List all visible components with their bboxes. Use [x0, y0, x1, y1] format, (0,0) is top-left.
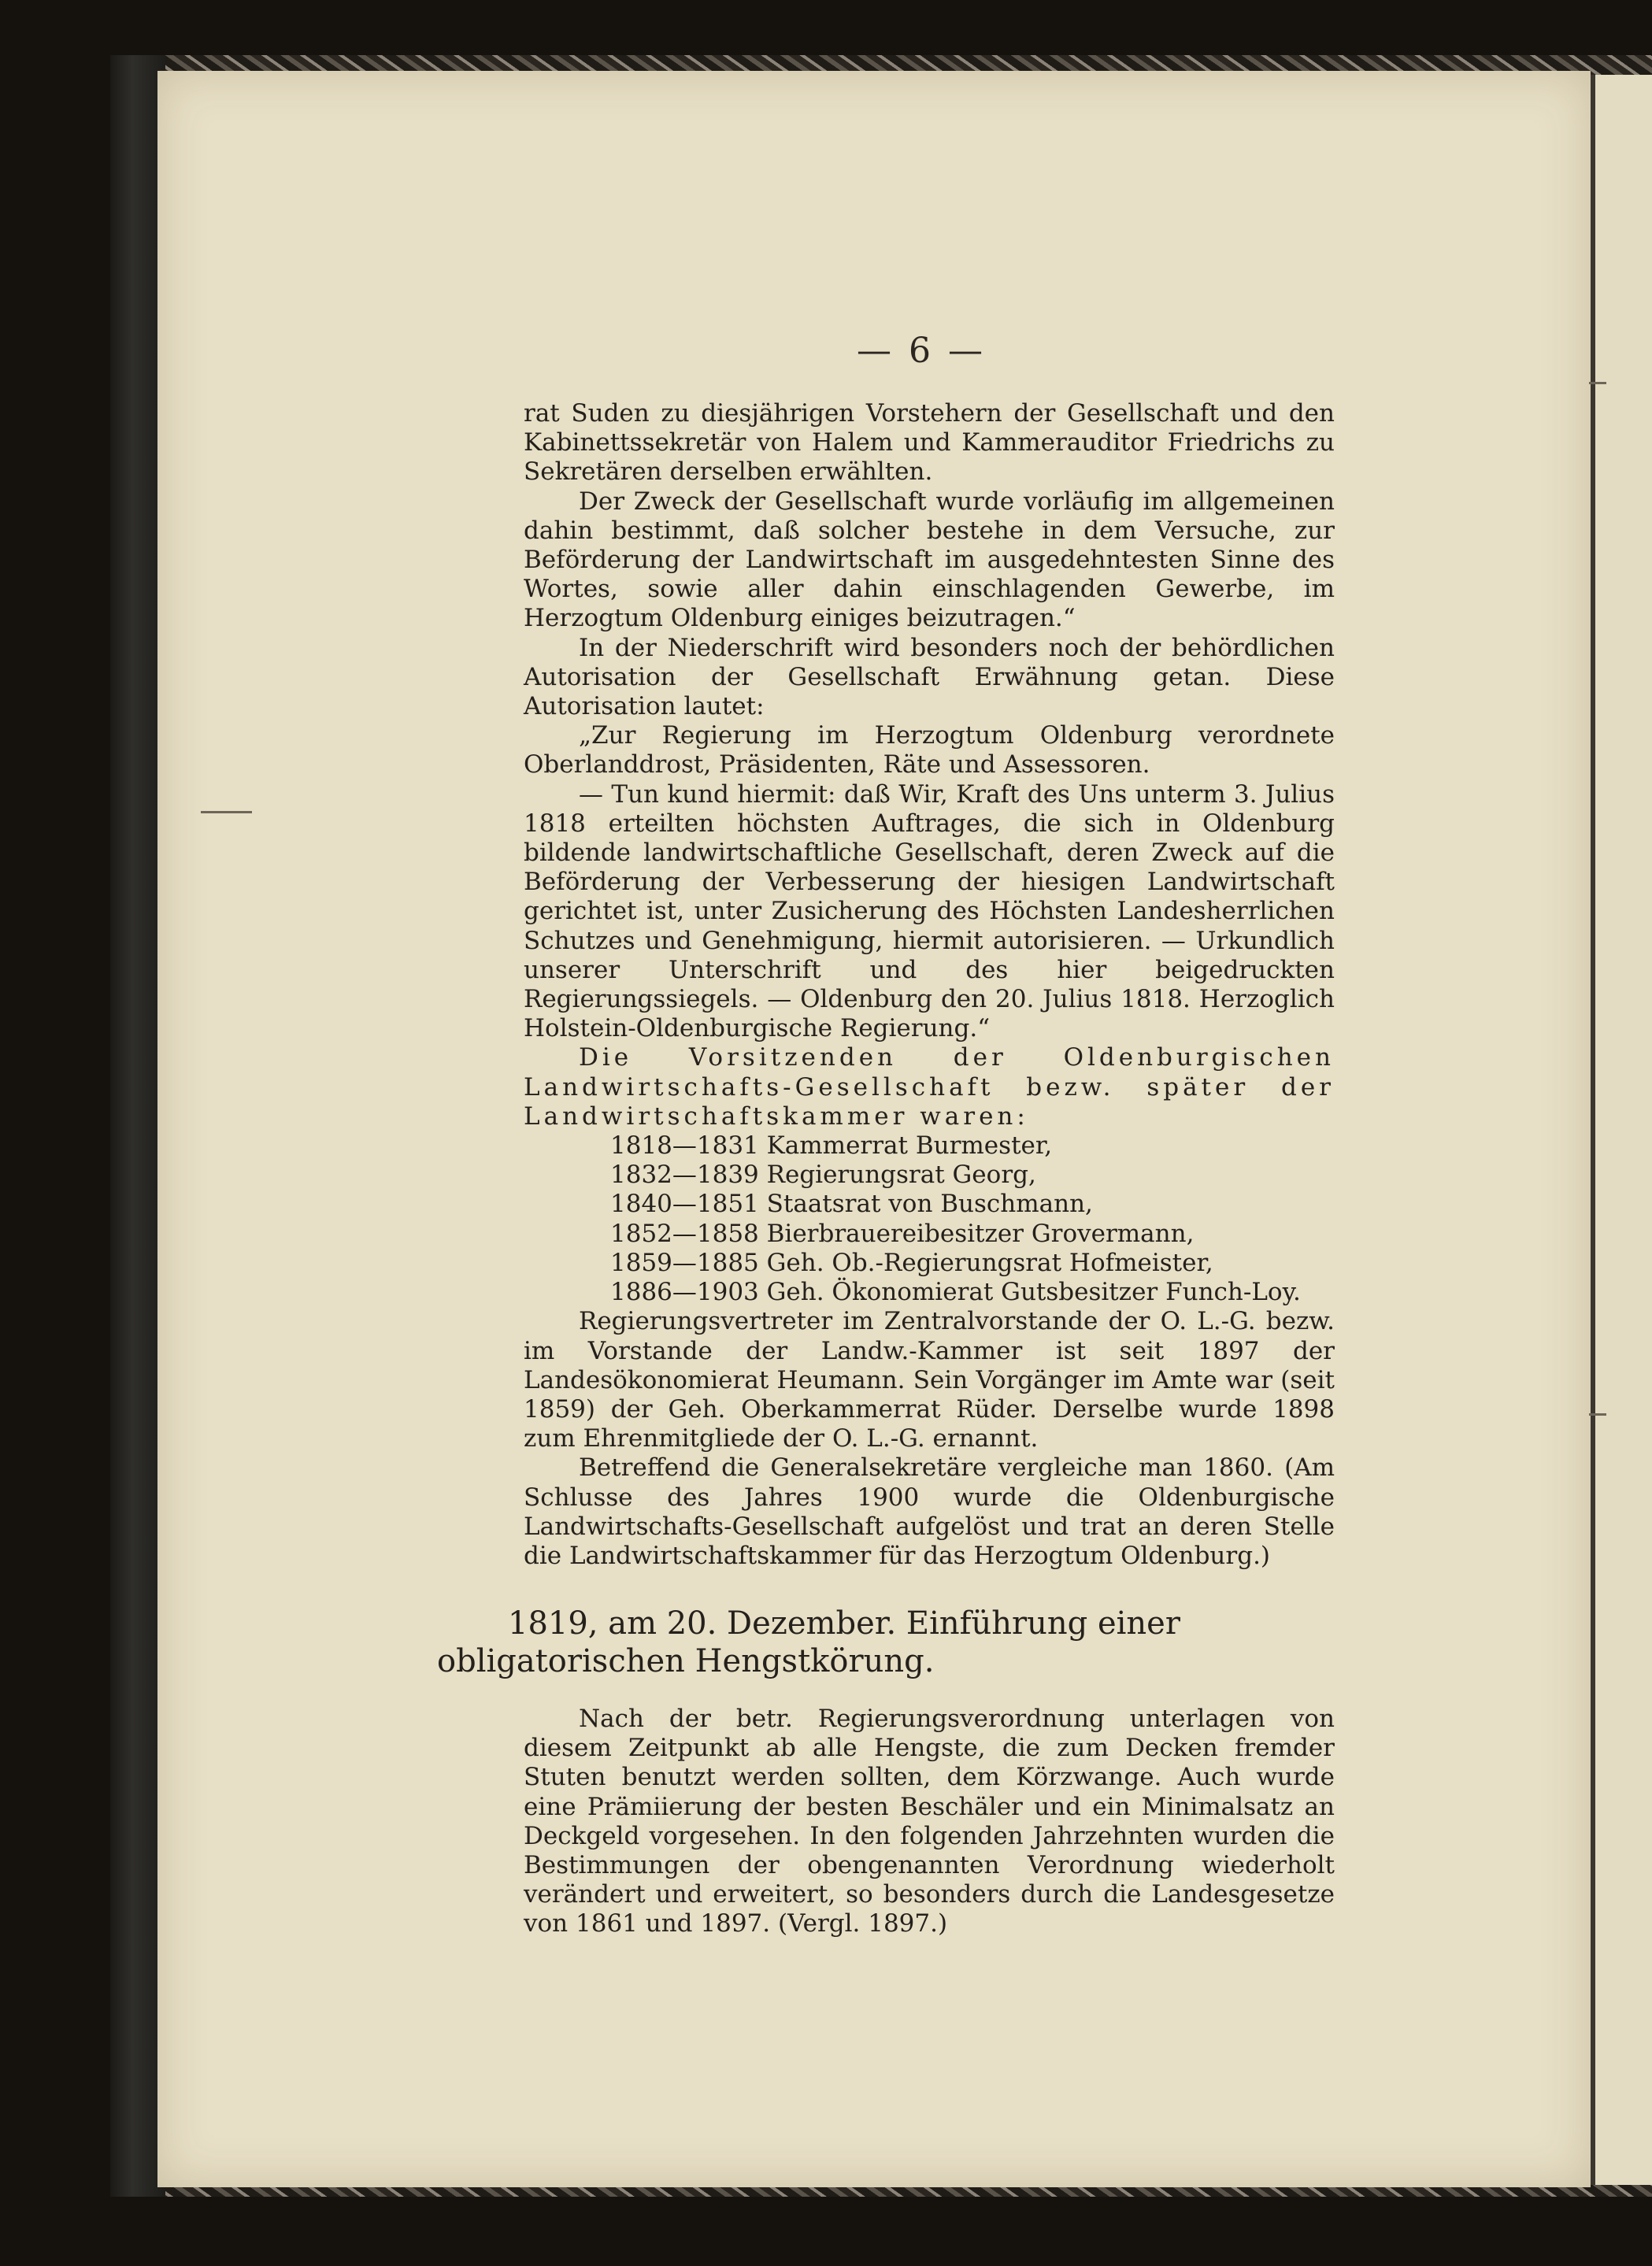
list-item: 1840—1851 Staatsrat von Buschmann,: [610, 1190, 1093, 1219]
quote-paragraph: — Tun kund hiermit: daß Wir, Kraft des Uns unterm 3. Julius 1818 erteilten höchsten Auftrages, die sich in Oldenburg bildende landwirtschaftliche Gesellschaft, deren Zweck auf die Beförderung der Verbesserung der hiesigen Landwirtschaft gerichtet ist, unter Zusicherung des Höchsten Landesherrlichen Schutzes und Genehmigung, hiermit autorisieren. — Urkundlich unserer Unterschrift und des hier beigedruckten Regierungssiegels. — Oldenburg den 20. Julius 1818. Herzoglich Holstein-Oldenburgische Regierung.“: [524, 779, 1335, 1043]
paragraph: rat Suden zu diesjährigen Vorstehern der Gesellschaft und den Kabinettssekretär von Halem und Kammerauditor Friedrichs zu Sekretären derselben erwählten.: [524, 399, 1335, 487]
paragraph: Die Vorsitzenden der Oldenburgischen Landwirtschafts-Gesellschaft bezw. später der Landwirtschaftskammer waren:: [524, 1043, 1335, 1131]
main-text: [524, 399, 1335, 1571]
list-item: 1852—1858 Bierbrauereibesitzer Grovermann,: [610, 1219, 1195, 1248]
edge-tick: [1589, 382, 1606, 384]
paragraph: Der Zweck der Gesellschaft wurde vorläufig im allgemeinen dahin bestimmt, daß solcher bestehe in dem Versuche, zur Beförderung der Landwirtschaft im ausgedehntesten Sinne des Wortes, sowie aller dahin einschlagenden Gewerbe, im Herzogtum Oldenburg einiges beizutragen.“: [524, 487, 1335, 633]
list-item: 1886—1903 Geh. Ökonomierat Gutsbesitzer Funch-Loy.: [610, 1278, 1301, 1307]
entry-text: Nach der betr. Regierungsverordnung unterlagen von diesem Zeitpunkt ab alle Hengste, die zum Decken fremder Stuten benutzt werden sollten, dem Körzwange. Auch wurde eine Prämiierung der besten Beschäler und ein Minimalsatz an Deckgeld vorgesehen. In den folgenden Jahrzehnten wurden die Bestimmungen der obengenannten Verordnung wiederholt verändert und erweitert, so besonders durch die Landesgesetze von 1861 und 1897. (Vergl. 1897.): [524, 1705, 1335, 1938]
paragraph: Regierungsvertreter im Zentralvorstande der O. L.-G. bezw. im Vorstande der Landw.-Kammer ist seit 1897 der Landesökonomierat Heumann. Sein Vorgänger im Amte war (seit 1859) der Geh. Oberkammerrat Rüder. Derselbe wurde 1898 zum Ehrenmitgliede der O. L.-G. ernannt.: [524, 1307, 1335, 1453]
margin-mark: [201, 811, 252, 813]
list-item: 1832—1839 Regierungsrat Georg,: [610, 1161, 1036, 1190]
entry-heading: 1819, am 20. Dezember. Einführung einer obligatorischen Hengstkörung.: [437, 1605, 1180, 1679]
paragraph: Betreffend die Generalsekretäre vergleiche man 1860. (Am Schlusse des Jahres 1900 wurde die Oldenburgische Landwirtschafts-Gesellschaft aufgelöst und trat an deren Stelle die Landwirtschaftskammer für das Herzogtum Oldenburg.): [524, 1453, 1335, 1570]
chairmen-list: [524, 1131, 1335, 1307]
list-item: 1818—1831 Kammerrat Burmester,: [610, 1131, 1053, 1161]
year-entry: [437, 1605, 1335, 1964]
paragraph: In der Niederschrift wird besonders noch der behördlichen Autorisation der Gesellschaft Erwähnung getan. Diese Autorisation lautet:: [524, 633, 1335, 721]
quote-paragraph: „Zur Regierung im Herzogtum Oldenburg verordnete Oberlanddrost, Präsidenten, Räte und Assessoren.: [524, 721, 1335, 779]
list-item: 1859—1885 Geh. Ob.-Regierungsrat Hofmeister,: [610, 1248, 1213, 1277]
edge-tick: [1589, 1413, 1606, 1416]
adjacent-page-edge: [1591, 75, 1652, 2185]
page-number: — 6 —: [857, 331, 986, 371]
